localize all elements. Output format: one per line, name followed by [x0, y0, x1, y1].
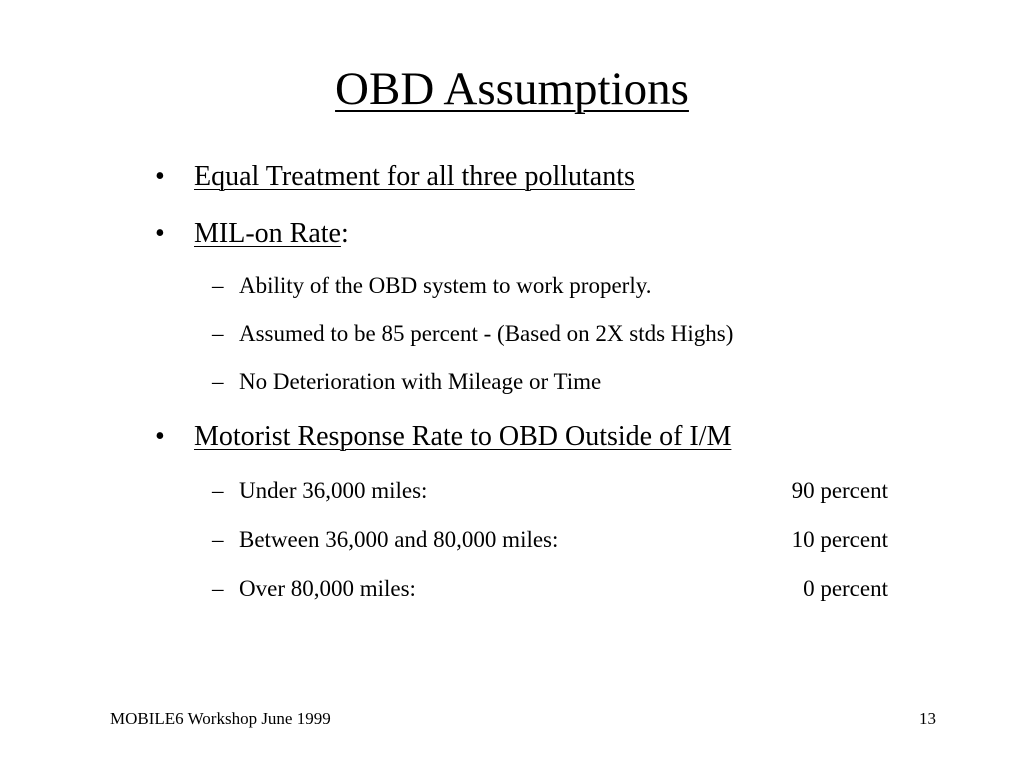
dash-icon: –	[212, 369, 224, 394]
bullet-text: MIL-on Rate	[194, 218, 341, 249]
bullet-text: Equal Treatment for all three pollutants	[194, 161, 635, 192]
sub-item-text: No Deterioration with Mileage or Time	[239, 369, 602, 394]
dash-icon: –	[212, 321, 224, 346]
sub-item-text: Assumed to be 85 percent - (Based on 2X stds Highs)	[239, 321, 734, 346]
response-value: 10 percent	[791, 527, 888, 552]
dash-icon: –	[212, 478, 224, 503]
response-value: 90 percent	[791, 478, 888, 503]
bullet-text: Motorist Response Rate to OBD Outside of I/M	[194, 421, 732, 452]
bullet-icon: •	[155, 218, 165, 249]
dash-icon: –	[212, 273, 224, 298]
response-label: Over 80,000 miles:	[239, 576, 416, 601]
dash-icon: –	[212, 576, 224, 601]
bullet-icon: •	[155, 421, 165, 452]
footer-label: MOBILE6 Workshop June 1999	[110, 709, 331, 728]
slide-title: OBD Assumptions	[335, 63, 689, 115]
dash-icon: –	[212, 527, 224, 552]
response-label: Between 36,000 and 80,000 miles:	[239, 527, 559, 552]
sub-item-text: Ability of the OBD system to work properly.	[239, 273, 652, 298]
bullet-icon: •	[155, 161, 165, 192]
bullet-suffix: :	[340, 218, 349, 249]
bullet-text-wrap	[194, 217, 349, 251]
response-value: 0 percent	[803, 576, 888, 601]
response-label: Under 36,000 miles:	[239, 478, 428, 503]
page-number: 13	[919, 709, 936, 728]
